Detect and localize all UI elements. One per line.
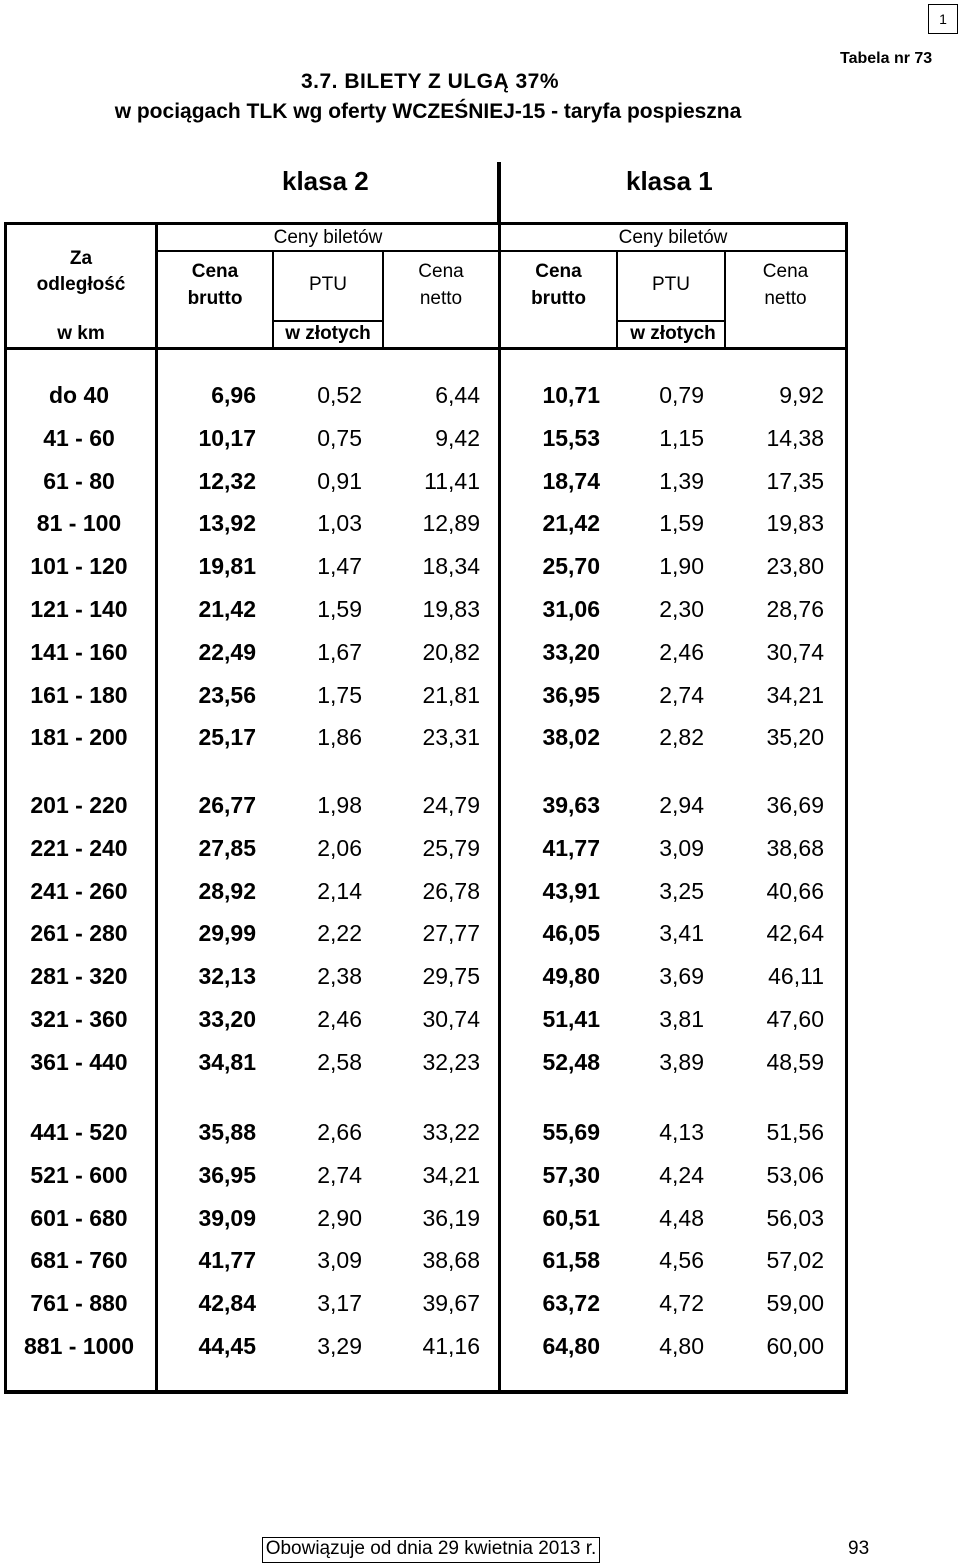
- k2-ptu-cell: 2,90: [317, 1204, 362, 1231]
- k2-ptu-cell: 0,91: [317, 467, 362, 494]
- k1-ptu-cell: 4,56: [659, 1247, 704, 1274]
- k1-brutto-cell: 55,69: [542, 1119, 600, 1145]
- distance-cell: 441 - 520: [30, 1119, 128, 1145]
- k2-netto-cell: 26,78: [422, 877, 480, 904]
- k2-netto-cell: 11,41: [424, 467, 480, 494]
- k1-ptu-cell: 3,69: [659, 963, 704, 990]
- k1-netto-cell: 57,02: [766, 1247, 824, 1274]
- header-netto-k1: netto: [764, 288, 807, 309]
- table-row: [0, 1155, 860, 1195]
- table-row: [0, 461, 860, 501]
- page-box: 1: [928, 4, 958, 34]
- k2-ptu-cell: 1,98: [317, 792, 362, 818]
- table-row: [0, 1283, 860, 1323]
- distance-cell: 181 - 200: [30, 724, 128, 751]
- k1-ptu-cell: 1,90: [659, 553, 704, 580]
- table-row: [0, 375, 860, 415]
- k1-brutto-cell: 49,80: [542, 963, 600, 990]
- k1-ptu-cell: 4,80: [659, 1333, 704, 1359]
- table-row: [0, 1198, 860, 1238]
- footer-validity: Obowiązuje od dnia 29 kwietnia 2013 r.: [262, 1537, 600, 1563]
- k2-netto-cell: 38,68: [422, 1247, 480, 1274]
- table-row: [0, 999, 860, 1039]
- class-divider: [497, 162, 501, 224]
- distance-cell: 241 - 260: [30, 877, 128, 904]
- k1-ptu-cell: 1,15: [659, 424, 704, 451]
- k2-netto-cell: 36,19: [422, 1204, 480, 1231]
- distance-cell: 261 - 280: [30, 920, 128, 947]
- distance-cell: 281 - 320: [30, 963, 128, 990]
- k1-brutto-cell: 51,41: [542, 1006, 600, 1032]
- k1-netto-cell: 48,59: [766, 1048, 824, 1075]
- k2-brutto-cell: 12,32: [198, 467, 256, 494]
- k1-brutto-cell: 10,71: [542, 382, 600, 408]
- k1-ptu-cell: 2,74: [659, 681, 704, 708]
- header-w-km: w km: [57, 323, 105, 344]
- k2-ptu-cell: 2,46: [317, 1006, 362, 1032]
- k2-ptu-cell: 1,67: [317, 638, 362, 665]
- table-row: [0, 913, 860, 953]
- k2-netto-cell: 12,89: [422, 510, 480, 537]
- distance-cell: 761 - 880: [30, 1290, 128, 1317]
- k2-brutto-cell: 39,09: [198, 1204, 256, 1231]
- k1-brutto-cell: 43,91: [542, 877, 600, 904]
- k1-brutto-cell: 57,30: [542, 1161, 600, 1188]
- table-row: [0, 503, 860, 543]
- k1-brutto-cell: 21,42: [542, 510, 600, 537]
- k2-netto-cell: 6,44: [435, 382, 480, 408]
- k1-ptu-cell: 1,59: [659, 510, 704, 537]
- k1-brutto-cell: 36,95: [542, 681, 600, 708]
- k2-brutto-cell: 44,45: [198, 1333, 256, 1359]
- header-ceny-biletow-k2: Ceny biletów: [273, 227, 383, 248]
- k2-ptu-cell: 1,75: [317, 681, 362, 708]
- distance-cell: 41 - 60: [43, 424, 115, 451]
- k2-ptu-cell: 2,06: [317, 834, 362, 861]
- k1-brutto-cell: 15,53: [542, 424, 600, 451]
- table-row: [0, 785, 860, 825]
- klasa2-heading: klasa 2: [282, 166, 369, 196]
- header-cena-brutto-k1: Cena: [535, 261, 582, 282]
- table-bottom-border: [4, 1390, 848, 1394]
- distance-cell: 161 - 180: [30, 681, 128, 708]
- k1-ptu-cell: 4,72: [659, 1290, 704, 1317]
- k2-ptu-cell: 3,29: [317, 1333, 362, 1359]
- k1-brutto-cell: 64,80: [542, 1333, 600, 1359]
- k2-netto-cell: 19,83: [422, 596, 480, 622]
- distance-cell: 361 - 440: [30, 1048, 128, 1075]
- k2-ptu-cell: 2,38: [317, 963, 362, 990]
- k2-netto-cell: 9,42: [435, 424, 480, 451]
- k2-ptu-cell: 1,47: [317, 553, 362, 580]
- k2-ptu-cell: 2,74: [317, 1161, 362, 1188]
- k1-netto-cell: 17,35: [766, 467, 824, 494]
- k2-brutto-cell: 36,95: [198, 1161, 256, 1188]
- table-row: [0, 1240, 860, 1280]
- table-row: [0, 828, 860, 868]
- k1-netto-cell: 53,06: [766, 1161, 824, 1188]
- header-cena-brutto-k2: Cena: [191, 261, 239, 282]
- k1-ptu-cell: 4,13: [659, 1119, 704, 1145]
- table-row: [0, 589, 860, 629]
- k2-ptu-cell: 1,59: [317, 596, 362, 622]
- k1-brutto-cell: 41,77: [542, 834, 600, 861]
- table-row: [0, 871, 860, 911]
- k1-brutto-cell: 61,58: [542, 1247, 600, 1274]
- k2-ptu-cell: 3,17: [317, 1290, 362, 1317]
- k2-brutto-cell: 13,92: [198, 510, 256, 537]
- k1-netto-cell: 51,56: [766, 1119, 824, 1145]
- k1-netto-cell: 19,83: [766, 510, 824, 537]
- k2-ptu-cell: 0,52: [317, 382, 362, 408]
- distance-cell: 521 - 600: [30, 1161, 128, 1188]
- k2-netto-cell: 25,79: [422, 834, 480, 861]
- k1-netto-cell: 23,80: [766, 553, 824, 580]
- distance-cell: 601 - 680: [30, 1204, 128, 1231]
- k1-ptu-cell: 2,46: [659, 638, 704, 665]
- distance-cell: 881 - 1000: [24, 1333, 134, 1359]
- table-row: [0, 1042, 860, 1082]
- k2-netto-cell: 27,77: [422, 920, 480, 947]
- k2-ptu-cell: 0,75: [317, 424, 362, 451]
- header-w-zlotych-k1: w złotych: [630, 323, 716, 344]
- k1-ptu-cell: 3,81: [659, 1006, 704, 1032]
- k2-brutto-cell: 22,49: [198, 638, 256, 665]
- title-line1: 3.7. BILETY Z ULGĄ 37%: [300, 70, 559, 93]
- k2-ptu-cell: 2,14: [317, 877, 362, 904]
- k2-brutto-cell: 33,20: [198, 1006, 256, 1032]
- k1-ptu-cell: 4,48: [659, 1204, 704, 1231]
- k1-brutto-cell: 39,63: [542, 792, 600, 818]
- header-ptu-k2: PTU: [309, 274, 347, 295]
- k1-brutto-cell: 60,51: [542, 1204, 600, 1231]
- k1-brutto-cell: 18,74: [542, 467, 600, 494]
- k2-netto-cell: 32,23: [422, 1048, 480, 1075]
- title-line2: w pociągach TLK wg oferty WCZEŚNIEJ-15 - taryfa pospieszna: [114, 100, 742, 123]
- k1-ptu-cell: 3,89: [659, 1048, 704, 1075]
- k1-netto-cell: 59,00: [766, 1290, 824, 1317]
- table-row: [0, 956, 860, 996]
- k2-netto-cell: 34,21: [422, 1161, 480, 1188]
- distance-cell: 61 - 80: [43, 467, 115, 494]
- k2-ptu-cell: 2,58: [317, 1048, 362, 1075]
- k1-ptu-cell: 1,39: [659, 467, 704, 494]
- k2-brutto-cell: 28,92: [198, 877, 256, 904]
- k2-brutto-cell: 41,77: [198, 1247, 256, 1274]
- k2-brutto-cell: 29,99: [198, 920, 256, 947]
- header-bottom-border: [4, 347, 848, 350]
- k2-ptu-cell: 1,86: [317, 724, 362, 751]
- k1-brutto-cell: 31,06: [542, 596, 600, 622]
- k2-brutto-cell: 21,42: [198, 596, 256, 622]
- k2-brutto-cell: 34,81: [198, 1048, 256, 1075]
- k1-netto-cell: 47,60: [766, 1006, 824, 1032]
- k1-ptu-cell: 0,79: [659, 382, 704, 408]
- header-za: Za: [69, 248, 93, 269]
- distance-cell: 321 - 360: [30, 1006, 128, 1032]
- k1-netto-cell: 40,66: [766, 877, 824, 904]
- distance-cell: 121 - 140: [30, 596, 128, 622]
- klasa1-heading: klasa 1: [626, 166, 713, 196]
- header-ptu-k1: PTU: [652, 274, 690, 295]
- k2-netto-cell: 18,34: [422, 553, 480, 580]
- table-row: [0, 1326, 860, 1366]
- header-netto-k2: netto: [419, 288, 463, 309]
- k2-ptu-cell: 2,66: [317, 1119, 362, 1145]
- k1-ptu-cell: 3,09: [659, 834, 704, 861]
- k2-netto-cell: 21,81: [422, 681, 480, 708]
- k1-netto-cell: 28,76: [766, 596, 824, 622]
- k1-netto-cell: 36,69: [766, 792, 824, 818]
- k2-netto-cell: 39,67: [422, 1290, 480, 1317]
- table-row: [0, 717, 860, 757]
- k2-netto-cell: 23,31: [422, 724, 480, 751]
- k1-netto-cell: 60,00: [766, 1333, 824, 1359]
- k2-netto-cell: 29,75: [422, 963, 480, 990]
- k1-netto-cell: 30,74: [766, 638, 824, 665]
- table-number: Tabela nr 73: [840, 50, 933, 67]
- k1-netto-cell: 42,64: [766, 920, 824, 947]
- k1-brutto-cell: 52,48: [542, 1048, 600, 1075]
- k1-netto-cell: 14,38: [766, 424, 824, 451]
- distance-cell: 81 - 100: [36, 510, 122, 537]
- k1-netto-cell: 9,92: [779, 382, 824, 408]
- k2-netto-cell: 20,82: [422, 638, 480, 665]
- k2-ptu-cell: 2,22: [317, 920, 362, 947]
- distance-cell: 681 - 760: [30, 1247, 128, 1274]
- k2-brutto-cell: 19,81: [198, 553, 256, 580]
- table-row: [0, 1112, 860, 1152]
- k2-brutto-cell: 6,96: [211, 382, 256, 408]
- k2-netto-cell: 41,16: [422, 1333, 480, 1359]
- page-number: 93: [848, 1538, 870, 1559]
- k2-brutto-cell: 10,17: [198, 424, 256, 451]
- k2-netto-cell: 24,79: [422, 792, 480, 818]
- k1-ptu-cell: 3,41: [659, 920, 704, 947]
- k2-brutto-cell: 23,56: [198, 681, 256, 708]
- k1-netto-cell: 35,20: [766, 724, 824, 751]
- header-ceny-biletow-k1: Ceny biletów: [618, 227, 728, 248]
- k2-brutto-cell: 27,85: [198, 834, 256, 861]
- distance-cell: do 40: [48, 382, 110, 408]
- table-row: [0, 546, 860, 586]
- table-row: [0, 632, 860, 672]
- k1-netto-cell: 38,68: [766, 834, 824, 861]
- k1-brutto-cell: 38,02: [542, 724, 600, 751]
- header-cena-netto-k1: Cena: [762, 261, 809, 282]
- k2-brutto-cell: 25,17: [198, 724, 256, 751]
- header-cena-netto-k2: Cena: [418, 261, 464, 282]
- k2-brutto-cell: 26,77: [198, 792, 256, 818]
- k1-netto-cell: 34,21: [766, 681, 824, 708]
- k1-brutto-cell: 25,70: [542, 553, 600, 580]
- header-brutto-k1: brutto: [531, 288, 586, 309]
- k2-ptu-cell: 3,09: [317, 1247, 362, 1274]
- k1-brutto-cell: 63,72: [542, 1290, 600, 1317]
- k1-netto-cell: 46,11: [768, 963, 824, 990]
- k1-brutto-cell: 46,05: [542, 920, 600, 947]
- k2-brutto-cell: 42,84: [198, 1290, 256, 1317]
- distance-cell: 141 - 160: [30, 638, 128, 665]
- k1-brutto-cell: 33,20: [542, 638, 600, 665]
- k2-brutto-cell: 35,88: [198, 1119, 256, 1145]
- distance-cell: 101 - 120: [30, 553, 128, 580]
- header-w-zlotych-k2: w złotych: [285, 323, 371, 344]
- k2-ptu-cell: 1,03: [317, 510, 362, 537]
- k1-ptu-cell: 2,94: [659, 792, 704, 818]
- header-odleglosc: odległość: [36, 274, 126, 295]
- distance-cell: 221 - 240: [30, 834, 128, 861]
- table-row: [0, 418, 860, 458]
- header-brutto-k2: brutto: [187, 288, 243, 309]
- k1-ptu-cell: 4,24: [659, 1161, 704, 1188]
- table-row: [0, 675, 860, 715]
- k1-netto-cell: 56,03: [766, 1204, 824, 1231]
- k2-netto-cell: 33,22: [422, 1119, 480, 1145]
- k2-netto-cell: 30,74: [422, 1006, 480, 1032]
- k1-ptu-cell: 2,82: [659, 724, 704, 751]
- k2-brutto-cell: 32,13: [198, 963, 256, 990]
- distance-cell: 201 - 220: [30, 792, 128, 818]
- k1-ptu-cell: 2,30: [659, 596, 704, 622]
- k1-ptu-cell: 3,25: [659, 877, 704, 904]
